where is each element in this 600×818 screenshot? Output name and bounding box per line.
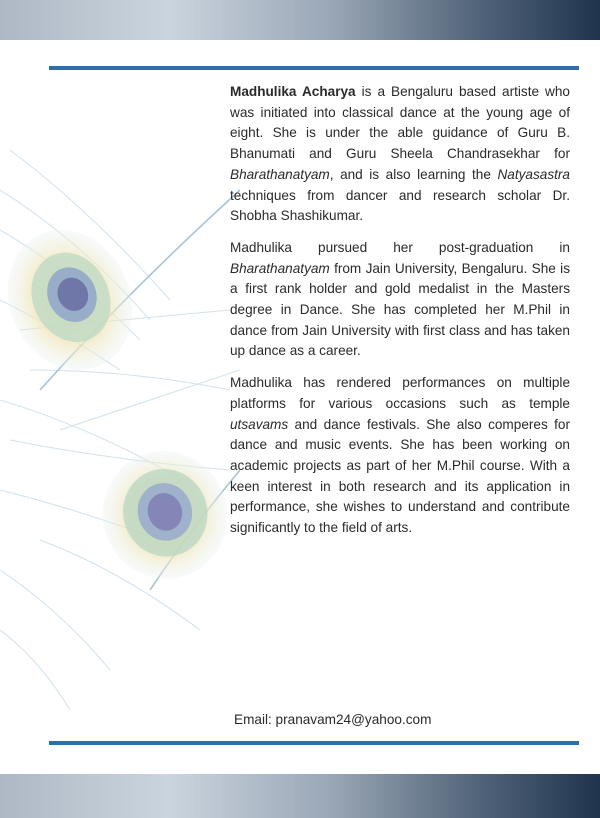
bio-p1-italic-1: Bharathanatyam	[230, 166, 330, 182]
bio-paragraph-3	[230, 373, 570, 539]
artist-name: Madhulika Acharya	[230, 84, 356, 99]
bio-p3-text-1: Madhulika has rendered performances on multiple platforms for various occasions such as temple	[230, 375, 570, 411]
bio-p1-text-1: is a Bengaluru based artiste who was initiated into classical dance at the young age of eight. She is under the able guidance of Guru B. Bhanumati and Guru Sheela Chandrasekhar for	[230, 84, 570, 162]
bio-p1-italic-2: Natyasastra	[497, 166, 570, 182]
biography-text	[230, 82, 570, 550]
bio-p3-text-2: and dance festivals. She also comperes for dance and music events. She has been working on academic projects as part of her M.Phil course. With a keen interest in both research and its application in performance, she wishes to understand and contribute significantly to the field of arts.	[230, 416, 570, 536]
bio-p1-text-3: techniques from dancer and research scholar Dr. Shobha Shashikumar.	[230, 187, 570, 224]
bio-p2-italic-1: Bharathanatyam	[230, 260, 330, 276]
bio-p2-text-2: from Jain University, Bengaluru. She is a first rank holder and gold medalist in the Masters degree in Dance. She has completed her M.Phil in dance from Jain University with first class and has taken up dance as a career.	[230, 260, 570, 359]
bio-paragraph-1	[230, 82, 570, 227]
bio-paragraph-2	[230, 238, 570, 362]
bottom-divider-rule	[49, 741, 579, 745]
contact-email: Email: pranavam24@yahoo.com	[234, 712, 432, 727]
bio-p3-italic-1: utsavams	[230, 416, 289, 432]
top-gradient-band	[0, 0, 600, 40]
bio-p2-text-1: Madhulika pursued her post-graduation in	[230, 239, 570, 255]
peacock-feather-illustration	[0, 70, 240, 720]
bottom-gradient-band	[0, 774, 600, 818]
bio-p1-text-2: , and is also learning the	[329, 166, 498, 182]
